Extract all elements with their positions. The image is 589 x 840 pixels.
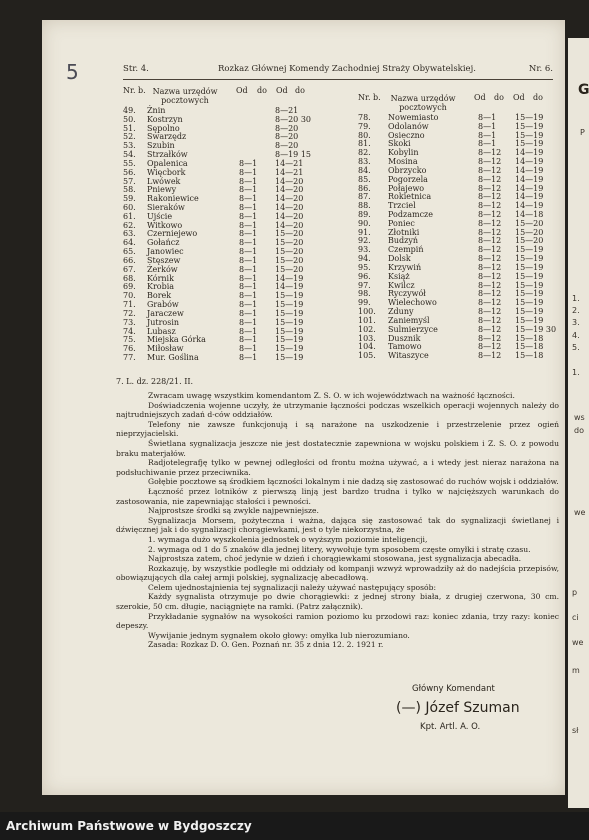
row-number: 71.	[123, 300, 136, 310]
paragraph: Najprostsza zatem, choć jedynie w dzień i chorągiewkami stosowana, jest sygnalizacja abecadła.	[148, 554, 522, 564]
post-office-name: Więcbork	[147, 167, 186, 177]
post-office-name: Osieczno	[388, 130, 425, 140]
hours-afternoon: 14—19	[515, 174, 544, 184]
post-office-name: Tamowo	[388, 342, 422, 352]
post-office-name: Miłosław	[147, 344, 184, 354]
post-office-name: Skoki	[388, 139, 411, 149]
row-number: 59.	[123, 194, 136, 204]
row-number: 94.	[358, 254, 371, 264]
post-office-name: Gołańcz	[147, 238, 180, 248]
post-office-name: Kostrzyn	[147, 114, 183, 124]
hours-morning: 8—1	[239, 273, 258, 283]
col-header-od1: Od	[474, 93, 486, 102]
row-number: 104.	[358, 342, 376, 352]
col-header-do1: do	[257, 86, 267, 95]
hours-afternoon: 8—21	[275, 106, 299, 115]
col-header-do2: do	[533, 93, 543, 102]
row-number: 91.	[358, 227, 371, 237]
hours-morning: 8—1	[239, 185, 258, 195]
row-number: 51.	[123, 123, 136, 133]
post-office-name: Grabów	[147, 300, 179, 310]
hours-afternoon: 15—19	[515, 307, 544, 317]
post-office-name: Ujście	[147, 211, 173, 221]
row-number: 61.	[123, 211, 136, 221]
post-office-name: Strzałków	[147, 150, 188, 160]
hours-afternoon: 15—19	[515, 271, 544, 281]
hours-afternoon: 15—20	[515, 236, 544, 246]
hours-morning: 8—1	[239, 291, 258, 301]
hours-afternoon: 14—19	[275, 273, 304, 283]
hours-afternoon: 14—20	[275, 220, 304, 230]
hours-afternoon: 14—19	[515, 157, 544, 167]
post-office-name: Zaniemyśl	[388, 315, 430, 325]
post-office-name: Lubasz	[147, 326, 176, 336]
hours-morning: 8—1	[478, 121, 497, 131]
hours-afternoon: 15—19	[515, 139, 544, 149]
row-number: 77.	[123, 352, 136, 362]
hours-morning: 8—12	[478, 218, 502, 228]
hours-afternoon: 14—20	[275, 185, 304, 195]
hours-morning: 8—1	[239, 335, 258, 345]
hours-afternoon: 8—20	[275, 123, 299, 133]
row-number: 100.	[358, 307, 376, 317]
hours-morning: 8—12	[478, 227, 502, 237]
post-office-name: Witkowo	[147, 220, 183, 230]
hours-morning: 8—12	[478, 165, 502, 175]
hours-afternoon: 14—19	[515, 148, 544, 158]
post-office-name: Budzyń	[388, 236, 419, 246]
hours-afternoon: 15—19	[515, 121, 544, 131]
post-office-name: Wielechowo	[388, 298, 437, 308]
paragraph: Radjotelegrafję tylko w pewnej odległości od frontu można używać, a i wtedy jest nieraz narażona na podsłuchiwanie przez przeciwnika.	[116, 458, 559, 477]
hours-morning: 8—12	[478, 280, 502, 290]
post-office-name: Poniec	[388, 218, 415, 228]
hours-morning: 8—1	[478, 113, 497, 122]
hours-afternoon: 14—20	[275, 211, 304, 221]
hours-morning: 8—1	[239, 194, 258, 204]
post-office-name: Kórnik	[147, 273, 174, 283]
paragraph: Świetlana sygnalizacja jeszcze nie jest dostatecznie zapewniona w wojsku polskiem i Z. S. O. z powodu braku materjałów.	[116, 438, 559, 458]
post-office-name: Połajewo	[388, 183, 425, 193]
post-office-name: Stęszew	[147, 255, 181, 265]
row-number: 96.	[358, 271, 371, 281]
row-number: 101.	[358, 315, 376, 325]
paragraph: Najprostsze środki są zwykle najpewniejsze.	[148, 506, 319, 516]
hours-morning: 8—12	[478, 254, 502, 264]
row-number: 57.	[123, 176, 136, 186]
hours-afternoon: 15—20	[275, 255, 304, 265]
signature-title: Główny Komendant	[412, 684, 495, 694]
post-office-name: Mur. Goślina	[147, 352, 199, 362]
row-number: 83.	[358, 157, 371, 167]
hours-morning: 8—1	[239, 282, 258, 292]
hours-morning: 8—12	[478, 192, 502, 202]
hours-morning: 8—12	[478, 324, 502, 334]
paragraph: Zasada: Rozkaz D. O. Gen. Poznań nr. 35 z dnia 12. 2. 1921 r.	[148, 640, 384, 650]
hours-morning: 8—12	[478, 148, 502, 158]
page-header	[123, 64, 553, 78]
hours-morning: 8—12	[478, 201, 502, 211]
row-number: 105.	[358, 351, 376, 361]
hours-morning: 8—12	[478, 289, 502, 299]
hours-morning: 8—12	[478, 315, 502, 325]
hours-afternoon: 15—18	[515, 333, 544, 343]
paragraph: Celem ujednostajnienia tej sygnalizacji należy używać następujący sposób:	[148, 582, 437, 592]
hours-afternoon: 14—20	[275, 203, 304, 213]
hours-morning: 8—1	[239, 220, 258, 230]
hours-afternoon: 15—19	[275, 352, 304, 362]
row-number: 58.	[123, 185, 136, 195]
header-rule	[123, 79, 553, 80]
post-office-name: Borek	[147, 291, 172, 301]
post-offices-table-right	[358, 93, 557, 374]
col-header-nb: Nr. b.	[123, 86, 146, 95]
row-number: 69.	[123, 282, 136, 292]
hours-afternoon: 8—19 15	[275, 150, 311, 160]
post-office-name: Rokietnica	[388, 192, 432, 202]
row-number: 74.	[123, 326, 136, 336]
hours-morning: 8—1	[239, 344, 258, 354]
hours-afternoon: 15—19	[275, 291, 304, 301]
hours-afternoon: 14—18	[515, 210, 544, 220]
col-header-od2: Od	[276, 86, 288, 95]
hours-afternoon: 15—19	[275, 326, 304, 336]
col-header-name: Nazwa urzędów pocztowych	[390, 94, 456, 112]
hours-morning: 8—1	[239, 247, 258, 257]
post-office-name: Krobia	[147, 282, 175, 292]
post-office-name: Zduny	[388, 307, 414, 317]
row-number: 62.	[123, 220, 136, 230]
post-office-name: Kobylin	[388, 148, 419, 158]
hours-morning: 8—1	[239, 203, 258, 213]
hours-afternoon: 15—19	[515, 315, 544, 325]
hours-afternoon: 15—19	[275, 308, 304, 318]
signature-name: (—) Józef Szuman	[396, 700, 520, 716]
row-number: 99.	[358, 298, 371, 308]
hours-morning: 8—12	[478, 183, 502, 193]
post-office-name: Sępolno	[147, 123, 180, 133]
row-number: 72.	[123, 308, 136, 318]
hours-afternoon: 15—19	[515, 289, 544, 299]
row-number: 55.	[123, 158, 136, 168]
row-number: 86.	[358, 183, 371, 193]
hours-morning: 8—12	[478, 351, 502, 361]
post-office-name: Krzywiń	[388, 262, 422, 272]
hours-morning: 8—1	[239, 238, 258, 248]
hours-morning: 8—1	[239, 300, 258, 310]
list-item: 1. wymaga dużo wyszkolenia jednostek o wyższym poziomie inteligencji,	[148, 534, 428, 544]
row-number: 64.	[123, 238, 136, 248]
post-office-name: Odolanów	[388, 121, 429, 131]
hours-afternoon: 8—20	[275, 132, 299, 142]
row-number: 81.	[358, 139, 371, 149]
post-office-name: Czerniejewo	[147, 229, 198, 239]
row-number: 54.	[123, 150, 136, 160]
hours-afternoon: 14—19	[515, 201, 544, 211]
post-office-name: Dolsk	[388, 254, 411, 264]
hours-morning: 8—12	[478, 157, 502, 167]
post-office-name: Mosina	[388, 157, 418, 167]
post-office-name: Czempiń	[388, 245, 424, 255]
post-office-name: Książ	[388, 271, 410, 281]
hours-morning: 8—1	[239, 211, 258, 221]
margin-mark: 5	[66, 60, 79, 84]
list-item: 2. wymaga od 1 do 5 znaków dla jednej litery, wywołuje tym sposobem częste omyłki i stratę czasu.	[148, 544, 531, 554]
row-number: 73.	[123, 317, 136, 327]
hours-morning: 8—12	[478, 174, 502, 184]
hours-morning: 8—1	[239, 326, 258, 336]
hours-afternoon: 15—19 30	[515, 324, 557, 334]
hours-morning: 8—12	[478, 271, 502, 281]
row-number: 63.	[123, 229, 136, 239]
hours-afternoon: 14—21	[275, 167, 304, 177]
row-number: 88.	[358, 201, 371, 211]
row-number: 84.	[358, 165, 371, 175]
paragraph: Gołębie pocztowe są środkiem łączności lokalnym i nie dadzą się zastosować do ruchów wojsk i oddziałów.	[148, 477, 559, 487]
hours-afternoon: 15—18	[515, 351, 544, 361]
hours-afternoon: 15—20	[515, 218, 544, 228]
row-number: 50.	[123, 114, 136, 124]
post-office-name: Rakoniewice	[147, 194, 199, 204]
row-number: 89.	[358, 210, 371, 220]
hours-morning: 8—1	[239, 229, 258, 239]
hours-morning: 8—1	[478, 139, 497, 149]
hours-morning: 8—1	[478, 130, 497, 140]
hours-afternoon: 15—19	[275, 317, 304, 327]
post-office-name: Sulmierzyce	[388, 324, 438, 334]
row-number: 78.	[358, 113, 371, 122]
post-office-name: Swarzędz	[147, 132, 187, 142]
post-office-name: Sieraków	[147, 203, 185, 213]
hours-morning: 8—12	[478, 210, 502, 220]
row-number: 90.	[358, 218, 371, 228]
hours-afternoon: 15—19	[515, 262, 544, 272]
hours-afternoon: 15—19	[515, 280, 544, 290]
post-office-name: Kwilcz	[388, 280, 415, 290]
post-office-name: Nowemiasto	[388, 113, 439, 122]
page-label: Str. 4.	[123, 64, 149, 74]
hours-afternoon: 15—19	[275, 344, 304, 354]
hours-afternoon: 15—19	[275, 300, 304, 310]
hours-afternoon: 14—20	[275, 176, 304, 186]
col-header-od1: Od	[236, 86, 248, 95]
paragraph: Zwracam uwagę wszystkim komendantom Z. S. O. w ich województwach na ważność łączności.	[148, 391, 515, 400]
hours-morning: 8—1	[239, 317, 258, 327]
row-number: 95.	[358, 262, 371, 272]
col-header-name: Nazwa urzędów pocztowych	[152, 87, 218, 105]
row-number: 85.	[358, 174, 371, 184]
hours-afternoon: 15—19	[515, 298, 544, 308]
col-header-do2: do	[295, 86, 305, 95]
row-number: 66.	[123, 255, 136, 265]
post-office-name: Żerków	[147, 264, 178, 274]
row-number: 67.	[123, 264, 136, 274]
hours-afternoon: 14—20	[275, 194, 304, 204]
row-number: 68.	[123, 273, 136, 283]
hours-morning: 8—12	[478, 342, 502, 352]
hours-morning: 8—12	[478, 236, 502, 246]
post-office-name: Janowiec	[147, 247, 184, 257]
hours-afternoon: 15—19	[515, 130, 544, 140]
row-number: 93.	[358, 245, 371, 255]
hours-morning: 8—12	[478, 262, 502, 272]
hours-morning: 8—1	[239, 158, 258, 168]
paragraph: Łączność przez lotników z pierwszą linją jest bardzo trudna i tylko w najcięższych warunkach do zastosowania, nie zapewniając stałości i pewności.	[116, 486, 559, 506]
post-office-name: Jaraczew	[147, 308, 184, 318]
row-number: 70.	[123, 291, 136, 301]
post-office-name: Pogorzela	[388, 174, 428, 184]
row-number: 103.	[358, 333, 376, 343]
row-number: 65.	[123, 247, 136, 257]
hours-morning: 8—1	[239, 264, 258, 274]
col-header-do1: do	[494, 93, 504, 102]
document-title: Rozkaz Głównej Komendy Zachodniej Straży Obywatelskiej.	[218, 64, 476, 74]
paragraph: Każdy sygnalista otrzymuje po dwie chorągiewki: z jednej strony biała, z drugiej czerwona, 30 cm. szerokie, 50 cm. długie, naciągnięte na ramki. (Patrz załącznik).	[116, 592, 559, 612]
row-number: 60.	[123, 203, 136, 213]
row-number: 92.	[358, 236, 371, 246]
row-number: 79.	[358, 121, 371, 131]
archive-name: Archiwum Państwowe w Bydgoszczy	[6, 819, 252, 833]
row-number: 97.	[358, 280, 371, 290]
post-office-name: Szubin	[147, 141, 175, 151]
row-number: 80.	[358, 130, 371, 140]
row-number: 52.	[123, 132, 136, 142]
paragraph: Rozkazuję, by wszystkie podległe mi oddziały od kompanji wzwyż wprowadziły aż do nadejścia przepisów, obowiązujących dla całej armji polskiej, sygnalizację abecadłową.	[116, 563, 559, 583]
section-reference: 7. L. dz. 228/21. II.	[116, 377, 194, 386]
post-offices-table-left	[123, 87, 313, 377]
post-office-name: Pniewy	[147, 185, 177, 195]
hours-afternoon: 15—20	[275, 238, 304, 248]
paragraph: Sygnalizacja Morsem, pożyteczna i ważna, dająca się zastosować tak do sygnalizacji świetlanej i dźwięcznej jak i do sygnalizacji chorągiewkami, jest o tyle niekorzystna, że	[116, 515, 559, 535]
hours-afternoon: 15—19	[515, 113, 544, 122]
hours-afternoon: 8—20	[275, 141, 299, 151]
hours-afternoon: 14—21	[275, 158, 304, 168]
post-office-name: Podzamcze	[388, 210, 433, 220]
row-number: 53.	[123, 141, 136, 151]
post-office-name: Żnin	[147, 106, 166, 115]
hours-afternoon: 15—19	[515, 245, 544, 255]
hours-afternoon: 14—19	[515, 183, 544, 193]
hours-afternoon: 15—20	[275, 247, 304, 257]
row-number: 75.	[123, 335, 136, 345]
post-office-name: Miejska Górka	[147, 335, 206, 345]
hours-afternoon: 14—19	[515, 165, 544, 175]
hours-morning: 8—12	[478, 307, 502, 317]
hours-afternoon: 15—18	[515, 342, 544, 352]
post-office-name: Opalenica	[147, 158, 188, 168]
row-number: 49.	[123, 106, 136, 115]
post-office-name: Ryczywół	[388, 289, 426, 299]
hours-morning: 8—1	[239, 255, 258, 265]
hours-afternoon: 15—20	[275, 264, 304, 274]
hours-afternoon: 15—19	[275, 335, 304, 345]
post-office-name: Jutrosin	[147, 317, 180, 327]
row-number: 102.	[358, 324, 376, 334]
row-number: 56.	[123, 167, 136, 177]
hours-morning: 8—12	[478, 298, 502, 308]
order-text	[116, 391, 559, 650]
paragraph: Przykładanie sygnałów na wysokości ramion poziomo ku przodowi raz: koniec zdania, trzy razy: koniec depeszy.	[116, 611, 559, 631]
paragraph: Telefony nie zawsze funkcjonują i są narażone na uszkodzenie i przestrzelenie przez ogień nieprzyjacielski.	[116, 419, 559, 439]
signature-rank: Kpt. Artl. A. O.	[420, 722, 481, 732]
hours-afternoon: 15—19	[515, 254, 544, 264]
paragraph: Wywijanie jednym sygnałem około głowy: omyłka lub nierozumiano.	[148, 630, 410, 640]
post-office-name: Dusznik	[388, 333, 421, 343]
hours-morning: 8—1	[239, 308, 258, 318]
col-header-od2: Od	[513, 93, 525, 102]
hours-morning: 8—1	[239, 176, 258, 186]
post-office-name: Obrzycko	[388, 165, 427, 175]
hours-afternoon: 15—20	[275, 229, 304, 239]
row-number: 76.	[123, 344, 136, 354]
issue-number: Nr. 6.	[528, 64, 553, 74]
hours-afternoon: 8—20 30	[275, 114, 311, 124]
row-number: 82.	[358, 148, 371, 158]
paragraph: Doświadczenia wojenne uczyły, że utrzymanie łączności podczas wszelkich operacji wojennych należy do najtrudniejszych zadań d-ców oddziałów.	[116, 400, 559, 420]
hours-morning: 8—12	[478, 245, 502, 255]
post-office-name: Witaszyce	[388, 351, 429, 361]
hours-morning: 8—1	[239, 352, 258, 362]
row-number: 98.	[358, 289, 371, 299]
post-office-name: Złotniki	[388, 227, 420, 237]
post-office-name: Trzciel	[388, 201, 416, 211]
hours-morning: 8—12	[478, 333, 502, 343]
post-office-name: Lwówek	[147, 176, 181, 186]
hours-afternoon: 15—20	[515, 227, 544, 237]
hours-afternoon: 14—19	[275, 282, 304, 292]
col-header-nb: Nr. b.	[358, 93, 381, 102]
archive-footer	[0, 812, 589, 840]
hours-afternoon: 14—19	[515, 192, 544, 202]
hours-morning: 8—1	[239, 167, 258, 177]
adjacent-page-edge: G P 1. 2. 3. 4. 5. 1. ws do we p ci we m sł	[568, 38, 589, 808]
row-number: 87.	[358, 192, 371, 202]
